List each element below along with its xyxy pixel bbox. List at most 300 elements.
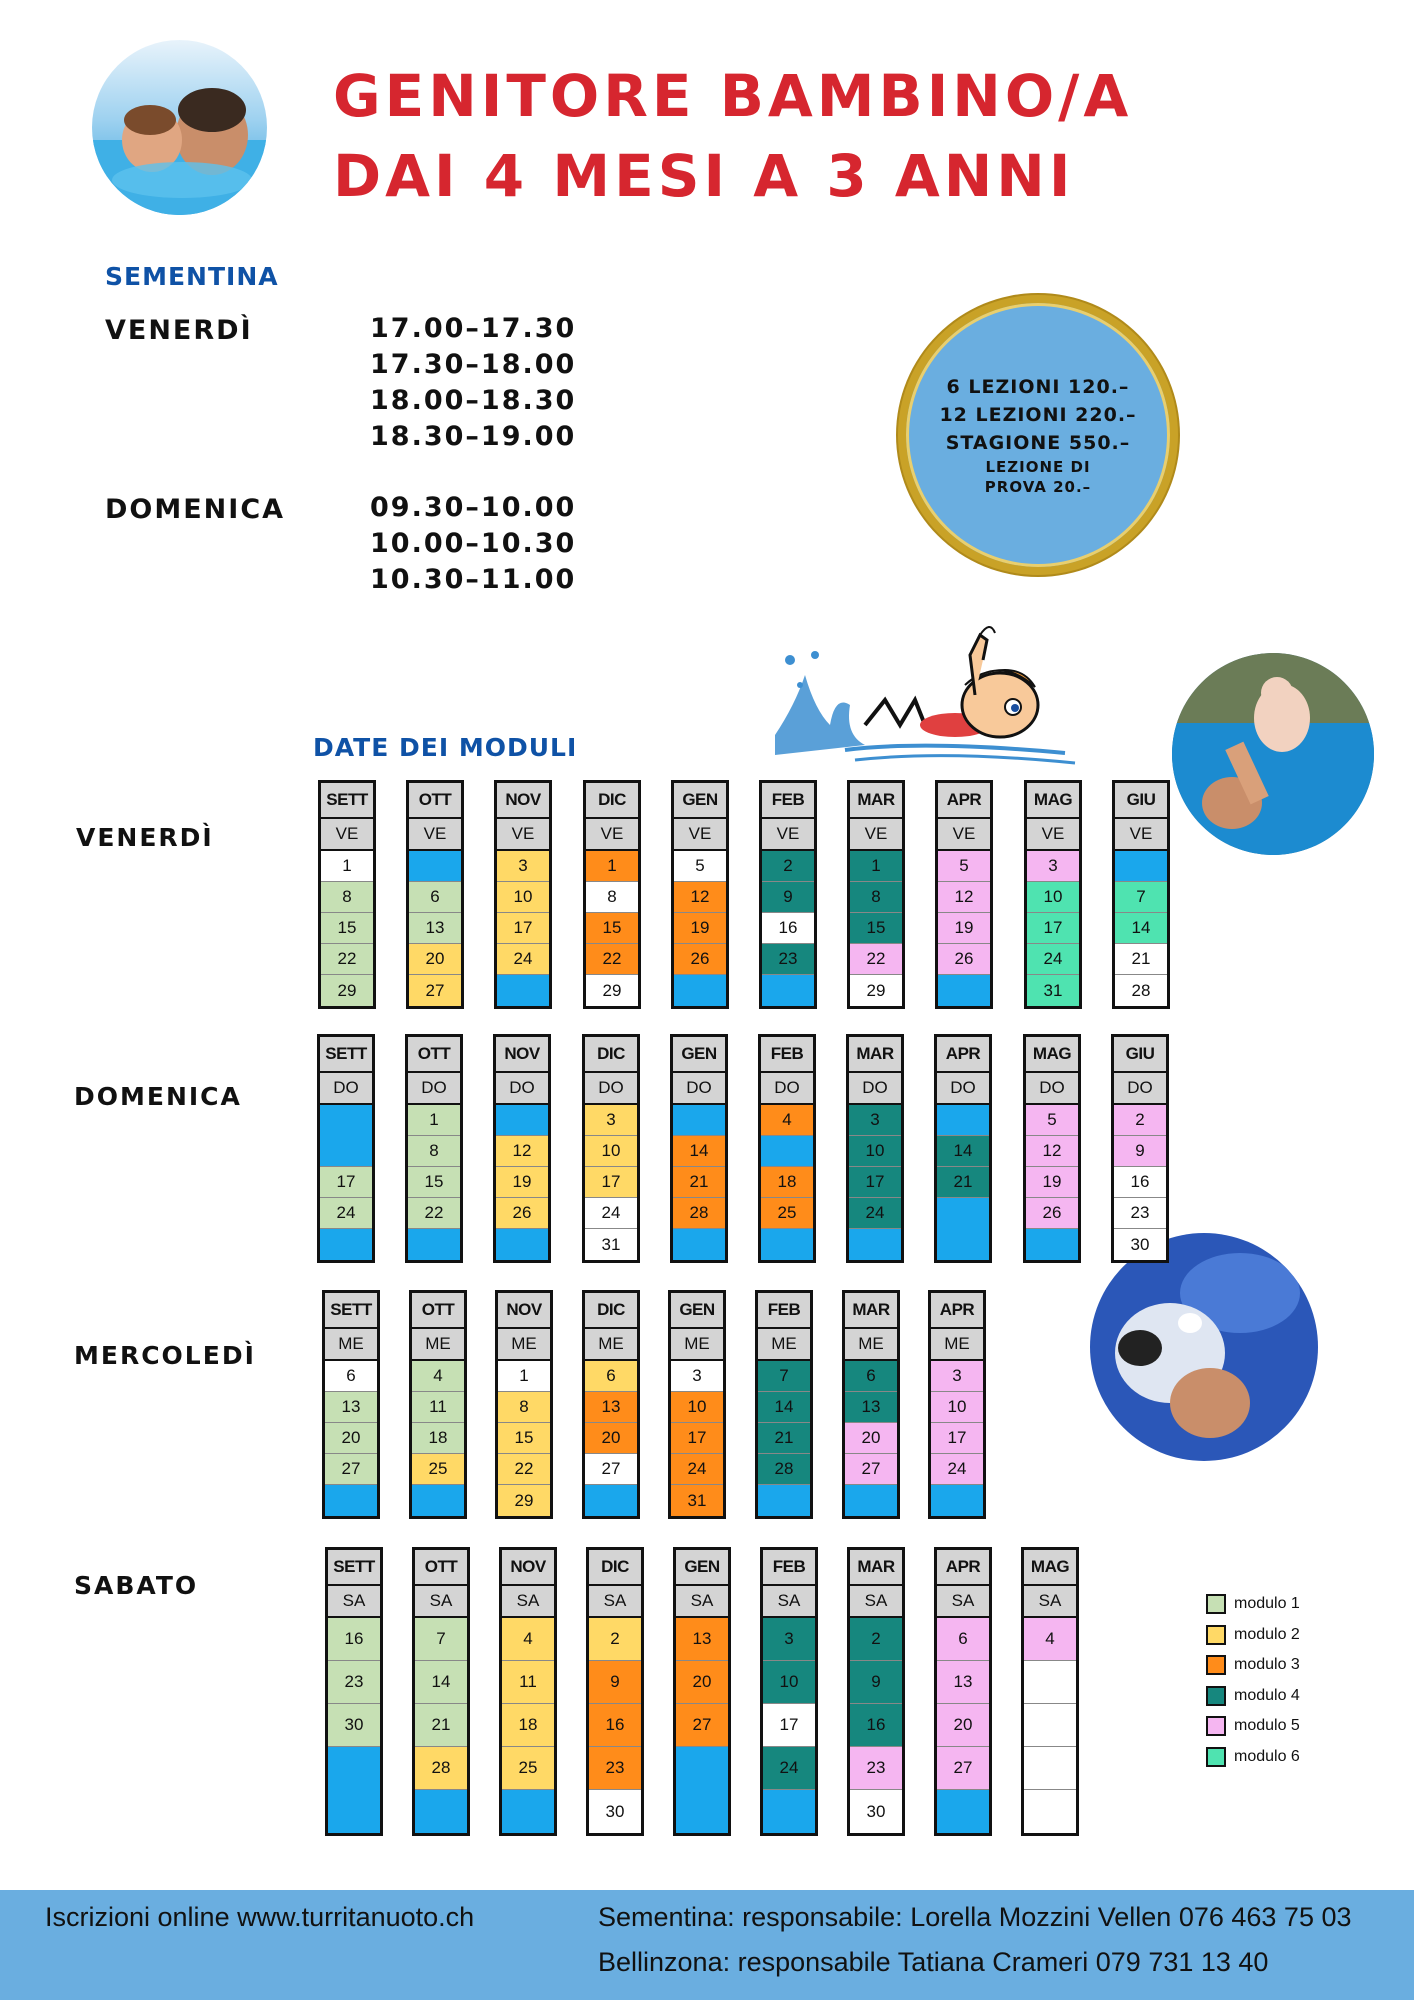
- calendar-date-cell: 24: [671, 1454, 723, 1485]
- calendar-empty-cell: [1024, 1747, 1076, 1790]
- calendar-date-cell: 31: [1027, 975, 1079, 1006]
- calendar-empty-cell: [1024, 1704, 1076, 1747]
- calendar-date-cell: 2: [1114, 1105, 1166, 1136]
- price-6-lessons: 6 LEZIONI 120.–: [946, 376, 1130, 398]
- calendar-column-sett: [318, 780, 376, 1009]
- calendar-date-cell: 24: [849, 1198, 901, 1229]
- footer-bellinzona-contact: Bellinzona: responsabile Tatiana Crameri 079 731 13 40: [598, 1947, 1269, 1977]
- calendar-date-cell: 30: [328, 1704, 380, 1747]
- calendar-column-gen: [671, 780, 729, 1009]
- calendar-date-cell: 20: [845, 1423, 897, 1454]
- calendar-month-header: MAR: [850, 783, 902, 819]
- calendar-date-cell: 3: [585, 1105, 637, 1136]
- calendar-date-cell: 31: [585, 1229, 637, 1260]
- calendar-date-cell: 10: [671, 1392, 723, 1423]
- calendar-empty-cell: [937, 1105, 989, 1136]
- calendar-date-cell: 24: [931, 1454, 983, 1485]
- calendar-date-cell: 28: [1115, 975, 1167, 1006]
- calendar-column-sett: [325, 1547, 383, 1836]
- calendar-date-cell: 22: [586, 944, 638, 975]
- calendar-weekday-header: ME: [498, 1329, 550, 1361]
- calendar-date-cell: 17: [1027, 913, 1079, 944]
- calendar-date-cell: 29: [850, 975, 902, 1006]
- calendar-date-cell: 22: [850, 944, 902, 975]
- calendar-column-ott: [406, 780, 464, 1009]
- calendar-column-giu: [1112, 780, 1170, 1009]
- calendar-date-cell: 8: [850, 882, 902, 913]
- parent-child-photo: [92, 40, 267, 215]
- calendar-date-cell: 17: [931, 1423, 983, 1454]
- calendar-weekday-header: SA: [328, 1586, 380, 1618]
- calendar-month-header: DIC: [589, 1550, 641, 1586]
- calendar-date-cell: 10: [585, 1136, 637, 1167]
- calendar-date-cell: 20: [409, 944, 461, 975]
- calendar-date-cell: 18: [412, 1423, 464, 1454]
- calendar-date-cell: 21: [1115, 944, 1167, 975]
- calendar-date-cell: 26: [496, 1198, 548, 1229]
- calendar-empty-cell: [325, 1485, 377, 1516]
- calendar-date-cell: 13: [845, 1392, 897, 1423]
- mascot-photo: [1090, 1233, 1318, 1461]
- calendar-date-cell: 15: [321, 913, 373, 944]
- calendar-date-cell: 30: [1114, 1229, 1166, 1260]
- schedule-times-friday: [370, 311, 576, 455]
- calendar-date-cell: 8: [408, 1136, 460, 1167]
- calendar-date-cell: 23: [762, 944, 814, 975]
- calendar-month-header: MAR: [849, 1037, 901, 1073]
- calendar-date-cell: 16: [589, 1704, 641, 1747]
- calendar-date-cell: 27: [845, 1454, 897, 1485]
- location-heading: SEMENTINA: [105, 262, 279, 291]
- calendar-date-cell: 25: [412, 1454, 464, 1485]
- calendar-date-cell: 17: [497, 913, 549, 944]
- legend-label: modulo 3: [1234, 1656, 1300, 1673]
- calendar-empty-cell: [674, 975, 726, 1006]
- calendar-weekday-header: VE: [1027, 819, 1079, 851]
- calendar-empty-cell: [409, 851, 461, 882]
- calendar-date-cell: 17: [849, 1167, 901, 1198]
- calendar-empty-cell: [937, 1790, 989, 1833]
- calendar-date-cell: 6: [325, 1361, 377, 1392]
- calendar-column-feb: [755, 1290, 813, 1519]
- calendar-date-cell: 14: [937, 1136, 989, 1167]
- price-trial-line1: LEZIONE DI: [985, 458, 1091, 476]
- time-slot: 17.30–18.00: [370, 349, 577, 380]
- calendar-date-cell: 28: [415, 1747, 467, 1790]
- calendar-empty-cell: [412, 1485, 464, 1516]
- calendar-column-nov: [493, 1034, 551, 1263]
- calendar-weekday-header: VE: [674, 819, 726, 851]
- calendar-month-header: GEN: [673, 1037, 725, 1073]
- calendar-weekday-header: VE: [938, 819, 990, 851]
- time-slot: 09.30–10.00: [370, 492, 577, 523]
- calendar-date-cell: 10: [763, 1661, 815, 1704]
- calendar-date-cell: 9: [1114, 1136, 1166, 1167]
- time-slot: 18.30–19.00: [370, 421, 577, 452]
- calendar-date-cell: 3: [671, 1361, 723, 1392]
- calendar-empty-cell: [937, 1198, 989, 1260]
- calendar-weekday-header: DO: [585, 1073, 637, 1105]
- calendar-date-cell: 17: [585, 1167, 637, 1198]
- calendar-date-cell: 21: [937, 1167, 989, 1198]
- calendar-date-cell: 17: [671, 1423, 723, 1454]
- calendar-date-cell: 6: [937, 1618, 989, 1661]
- calendar-empty-cell: [761, 1229, 813, 1260]
- calendar-date-cell: 24: [1027, 944, 1079, 975]
- calendar-date-cell: 13: [409, 913, 461, 944]
- calendar-date-cell: 2: [850, 1618, 902, 1661]
- calendar-date-cell: 30: [589, 1790, 641, 1833]
- legend-item: [1206, 1625, 1300, 1645]
- calendar-date-cell: 25: [502, 1747, 554, 1790]
- calendar-date-cell: 17: [320, 1167, 372, 1198]
- calendar-month-header: OTT: [415, 1550, 467, 1586]
- calendar-weekday-header: VE: [409, 819, 461, 851]
- calendar-date-cell: 20: [325, 1423, 377, 1454]
- calendar-date-cell: 28: [673, 1198, 725, 1229]
- calendar-column-ott: [409, 1290, 467, 1519]
- calendar-date-cell: 23: [589, 1747, 641, 1790]
- calendar-date-cell: 16: [850, 1704, 902, 1747]
- calendar-date-cell: 19: [1026, 1167, 1078, 1198]
- calendar-date-cell: 4: [1024, 1618, 1076, 1661]
- calendar-date-cell: 13: [937, 1661, 989, 1704]
- legend-swatch: [1206, 1716, 1226, 1736]
- footer-bar: [0, 1890, 1414, 2000]
- calendar-date-cell: 14: [758, 1392, 810, 1423]
- calendar-month-header: DIC: [585, 1293, 637, 1329]
- calendar-date-cell: 12: [496, 1136, 548, 1167]
- calendar-column-ott: [405, 1034, 463, 1263]
- calendar-month-header: MAR: [845, 1293, 897, 1329]
- price-trial-line2: PROVA 20.–: [984, 478, 1092, 496]
- calendar-empty-cell: [763, 1790, 815, 1833]
- calendar-date-cell: 24: [585, 1198, 637, 1229]
- calendar-date-cell: 1: [321, 851, 373, 882]
- calendar-date-cell: 4: [502, 1618, 554, 1661]
- calendar-date-cell: 23: [328, 1661, 380, 1704]
- calendar-date-cell: 22: [321, 944, 373, 975]
- calendar-month-header: OTT: [409, 783, 461, 819]
- calendar-column-mag: [1024, 780, 1082, 1009]
- calendar-weekday-header: DO: [496, 1073, 548, 1105]
- calendar-column-mag: [1021, 1547, 1079, 1836]
- calendar-date-cell: 12: [1026, 1136, 1078, 1167]
- calendar-month-header: OTT: [408, 1037, 460, 1073]
- calendar-date-cell: 6: [585, 1361, 637, 1392]
- calendar-empty-cell: [938, 975, 990, 1006]
- calendar-empty-cell: [849, 1229, 901, 1260]
- calendar-date-cell: 19: [674, 913, 726, 944]
- calendar-weekday-header: SA: [676, 1586, 728, 1618]
- price-badge: [898, 295, 1178, 575]
- calendar-column-mar: [847, 1547, 905, 1836]
- price-season: STAGIONE 550.–: [945, 432, 1131, 454]
- calendar-month-header: APR: [931, 1293, 983, 1329]
- calendar-label-sunday: DOMENICA: [74, 1082, 242, 1111]
- calendar-column-apr: [934, 1547, 992, 1836]
- calendar-empty-cell: [673, 1105, 725, 1136]
- calendar-column-mar: [842, 1290, 900, 1519]
- calendar-weekday-header: ME: [931, 1329, 983, 1361]
- calendar-date-cell: 17: [763, 1704, 815, 1747]
- calendar-empty-cell: [845, 1485, 897, 1516]
- schedule-day-sunday: DOMENICA: [105, 494, 286, 525]
- calendar-date-cell: 13: [585, 1392, 637, 1423]
- calendar-column-nov: [495, 1290, 553, 1519]
- calendar-date-cell: 7: [1115, 882, 1167, 913]
- calendar-month-header: GEN: [671, 1293, 723, 1329]
- calendar-date-cell: 1: [498, 1361, 550, 1392]
- calendar-column-apr: [934, 1034, 992, 1263]
- calendar-date-cell: 4: [412, 1361, 464, 1392]
- calendar-weekday-header: DO: [673, 1073, 725, 1105]
- calendar-date-cell: 6: [845, 1361, 897, 1392]
- page-title-line1: GENITORE BAMBINO/A: [333, 62, 1133, 130]
- calendar-column-giu: [1111, 1034, 1169, 1263]
- calendar-column-dic: [582, 1034, 640, 1263]
- calendar-column-dic: [583, 780, 641, 1009]
- calendar-date-cell: 16: [762, 913, 814, 944]
- calendar-weekday-header: ME: [585, 1329, 637, 1361]
- calendar-empty-cell: [408, 1229, 460, 1260]
- calendar-empty-cell: [328, 1747, 380, 1833]
- calendar-month-header: FEB: [763, 1550, 815, 1586]
- legend-label: modulo 1: [1234, 1595, 1300, 1612]
- time-slot: 18.00–18.30: [370, 385, 577, 416]
- calendar-month-header: OTT: [412, 1293, 464, 1329]
- calendar-date-cell: 30: [850, 1790, 902, 1833]
- calendar-column-feb: [759, 780, 817, 1009]
- calendar-column-nov: [494, 780, 552, 1009]
- calendar-date-cell: 5: [1026, 1105, 1078, 1136]
- calendar-date-cell: 12: [938, 882, 990, 913]
- calendar-month-header: DIC: [585, 1037, 637, 1073]
- footer-sementina-contact: Sementina: responsabile: Lorella Mozzini Vellen 076 463 75 03: [598, 1902, 1352, 1932]
- calendar-weekday-header: SA: [937, 1586, 989, 1618]
- calendar-date-cell: 13: [676, 1618, 728, 1661]
- calendar-date-cell: 1: [408, 1105, 460, 1136]
- calendar-date-cell: 27: [325, 1454, 377, 1485]
- calendar-label-wednesday: MERCOLEDÌ: [74, 1341, 256, 1370]
- calendar-month-header: DIC: [586, 783, 638, 819]
- calendar-weekday-header: ME: [325, 1329, 377, 1361]
- calendar-date-cell: 29: [498, 1485, 550, 1516]
- calendar-date-cell: 21: [758, 1423, 810, 1454]
- calendar-column-dic: [586, 1547, 644, 1836]
- calendar-weekday-header: VE: [850, 819, 902, 851]
- calendar-date-cell: 14: [1115, 913, 1167, 944]
- calendar-date-cell: 18: [761, 1167, 813, 1198]
- calendar-empty-cell: [1024, 1790, 1076, 1833]
- calendar-date-cell: 26: [1026, 1198, 1078, 1229]
- calendar-weekday-header: VE: [586, 819, 638, 851]
- legend-label: modulo 5: [1234, 1717, 1300, 1734]
- calendar-date-cell: 31: [671, 1485, 723, 1516]
- calendar-date-cell: 23: [850, 1747, 902, 1790]
- calendar-weekday-header: DO: [320, 1073, 372, 1105]
- calendar-date-cell: 14: [673, 1136, 725, 1167]
- calendar-empty-cell: [1026, 1229, 1078, 1260]
- calendar-date-cell: 27: [937, 1747, 989, 1790]
- legend-item: [1206, 1655, 1300, 1675]
- calendar-date-cell: 3: [931, 1361, 983, 1392]
- calendar-date-cell: 8: [498, 1392, 550, 1423]
- calendar-empty-cell: [676, 1747, 728, 1833]
- calendar-weekday-header: SA: [502, 1586, 554, 1618]
- calendar-weekday-header: SA: [763, 1586, 815, 1618]
- calendar-weekday-header: SA: [850, 1586, 902, 1618]
- calendar-empty-cell: [758, 1485, 810, 1516]
- calendar-date-cell: 3: [497, 851, 549, 882]
- footer-online-registration: Iscrizioni online www.turritanuoto.ch: [45, 1902, 475, 1932]
- calendar-date-cell: 16: [1114, 1167, 1166, 1198]
- calendar-empty-cell: [673, 1229, 725, 1260]
- calendar-empty-cell: [585, 1485, 637, 1516]
- modules-heading: DATE DEI MODULI: [313, 733, 578, 762]
- calendar-empty-cell: [502, 1790, 554, 1833]
- calendar-empty-cell: [496, 1105, 548, 1136]
- legend-swatch: [1206, 1747, 1226, 1767]
- calendar-label-saturday: SABATO: [74, 1571, 199, 1600]
- calendar-column-sett: [317, 1034, 375, 1263]
- calendar-date-cell: 2: [762, 851, 814, 882]
- calendar-empty-cell: [497, 975, 549, 1006]
- time-slot: 17.00–17.30: [370, 313, 577, 344]
- calendar-empty-cell: [320, 1105, 372, 1167]
- calendar-month-header: NOV: [502, 1550, 554, 1586]
- calendar-weekday-header: ME: [671, 1329, 723, 1361]
- calendar-column-mag: [1023, 1034, 1081, 1263]
- calendar-date-cell: 15: [408, 1167, 460, 1198]
- legend-item: [1206, 1594, 1300, 1614]
- calendar-month-header: GEN: [674, 783, 726, 819]
- legend-item: [1206, 1686, 1300, 1706]
- calendar-column-gen: [673, 1547, 731, 1836]
- calendar-month-header: SETT: [325, 1293, 377, 1329]
- calendar-weekday-header: SA: [415, 1586, 467, 1618]
- calendar-month-header: MAG: [1024, 1550, 1076, 1586]
- calendar-month-header: FEB: [761, 1037, 813, 1073]
- calendar-label-friday: VENERDÌ: [76, 823, 214, 852]
- calendar-empty-cell: [415, 1790, 467, 1833]
- calendar-weekday-header: VE: [1115, 819, 1167, 851]
- calendar-date-cell: 6: [409, 882, 461, 913]
- schedule-day-friday: VENERDÌ: [105, 315, 253, 346]
- calendar-column-mar: [847, 780, 905, 1009]
- time-slot: 10.00–10.30: [370, 528, 577, 559]
- calendar-month-header: APR: [937, 1037, 989, 1073]
- calendar-date-cell: 5: [938, 851, 990, 882]
- calendar-date-cell: 21: [415, 1704, 467, 1747]
- calendar-date-cell: 24: [497, 944, 549, 975]
- calendar-date-cell: 24: [763, 1747, 815, 1790]
- calendar-date-cell: 7: [758, 1361, 810, 1392]
- price-12-lessons: 12 LEZIONI 220.–: [939, 404, 1137, 426]
- calendar-date-cell: 3: [763, 1618, 815, 1661]
- calendar-empty-cell: [761, 1136, 813, 1167]
- calendar-date-cell: 26: [938, 944, 990, 975]
- legend-swatch: [1206, 1655, 1226, 1675]
- calendar-date-cell: 4: [761, 1105, 813, 1136]
- calendar-date-cell: 25: [761, 1198, 813, 1229]
- calendar-weekday-header: VE: [321, 819, 373, 851]
- calendar-empty-cell: [1024, 1661, 1076, 1704]
- calendar-date-cell: 15: [850, 913, 902, 944]
- calendar-month-header: FEB: [758, 1293, 810, 1329]
- calendar-date-cell: 3: [1027, 851, 1079, 882]
- legend-label: modulo 6: [1234, 1747, 1300, 1765]
- calendar-date-cell: 15: [498, 1423, 550, 1454]
- calendar-date-cell: 19: [938, 913, 990, 944]
- calendar-date-cell: 26: [674, 944, 726, 975]
- calendar-date-cell: 18: [502, 1704, 554, 1747]
- calendar-date-cell: 23: [1114, 1198, 1166, 1229]
- calendar-date-cell: 20: [937, 1704, 989, 1747]
- calendar-empty-cell: [496, 1229, 548, 1260]
- calendar-month-header: MAG: [1027, 783, 1079, 819]
- calendar-weekday-header: DO: [1114, 1073, 1166, 1105]
- calendar-date-cell: 10: [1027, 882, 1079, 913]
- calendar-weekday-header: SA: [1024, 1586, 1076, 1618]
- calendar-weekday-header: ME: [845, 1329, 897, 1361]
- calendar-month-header: FEB: [762, 783, 814, 819]
- calendar-date-cell: 7: [415, 1618, 467, 1661]
- time-slot: 10.30–11.00: [370, 564, 577, 595]
- calendar-date-cell: 29: [321, 975, 373, 1006]
- schedule-times-sunday: [370, 490, 576, 598]
- calendar-month-header: APR: [937, 1550, 989, 1586]
- calendar-column-dic: [582, 1290, 640, 1519]
- calendar-date-cell: 29: [586, 975, 638, 1006]
- calendar-date-cell: 14: [415, 1661, 467, 1704]
- calendar-month-header: NOV: [497, 783, 549, 819]
- legend-swatch: [1206, 1625, 1226, 1645]
- calendar-month-header: MAG: [1026, 1037, 1078, 1073]
- calendar-month-header: NOV: [496, 1037, 548, 1073]
- page-title-line2: DAI 4 MESI A 3 ANNI: [333, 142, 1075, 210]
- calendar-month-header: SETT: [328, 1550, 380, 1586]
- calendar-column-ott: [412, 1547, 470, 1836]
- calendar-date-cell: 11: [502, 1661, 554, 1704]
- calendar-date-cell: 8: [586, 882, 638, 913]
- calendar-date-cell: 1: [850, 851, 902, 882]
- calendar-date-cell: 27: [585, 1454, 637, 1485]
- calendar-date-cell: 9: [762, 882, 814, 913]
- calendar-date-cell: 20: [676, 1661, 728, 1704]
- calendar-date-cell: 1: [586, 851, 638, 882]
- legend-label: modulo 4: [1234, 1686, 1300, 1704]
- calendar-weekday-header: ME: [412, 1329, 464, 1361]
- calendar-date-cell: 9: [589, 1661, 641, 1704]
- calendar-weekday-header: DO: [937, 1073, 989, 1105]
- calendar-month-header: NOV: [498, 1293, 550, 1329]
- calendar-date-cell: 10: [849, 1136, 901, 1167]
- calendar-date-cell: 8: [321, 882, 373, 913]
- calendar-date-cell: 19: [496, 1167, 548, 1198]
- calendar-date-cell: 9: [850, 1661, 902, 1704]
- calendar-month-header: GIU: [1114, 1037, 1166, 1073]
- calendar-date-cell: 22: [498, 1454, 550, 1485]
- calendar-date-cell: 28: [758, 1454, 810, 1485]
- calendar-weekday-header: VE: [762, 819, 814, 851]
- calendar-month-header: MAR: [850, 1550, 902, 1586]
- legend-swatch: [1206, 1686, 1226, 1706]
- calendar-weekday-header: DO: [1026, 1073, 1078, 1105]
- calendar-column-nov: [499, 1547, 557, 1836]
- calendar-date-cell: 27: [676, 1704, 728, 1747]
- calendar-column-apr: [928, 1290, 986, 1519]
